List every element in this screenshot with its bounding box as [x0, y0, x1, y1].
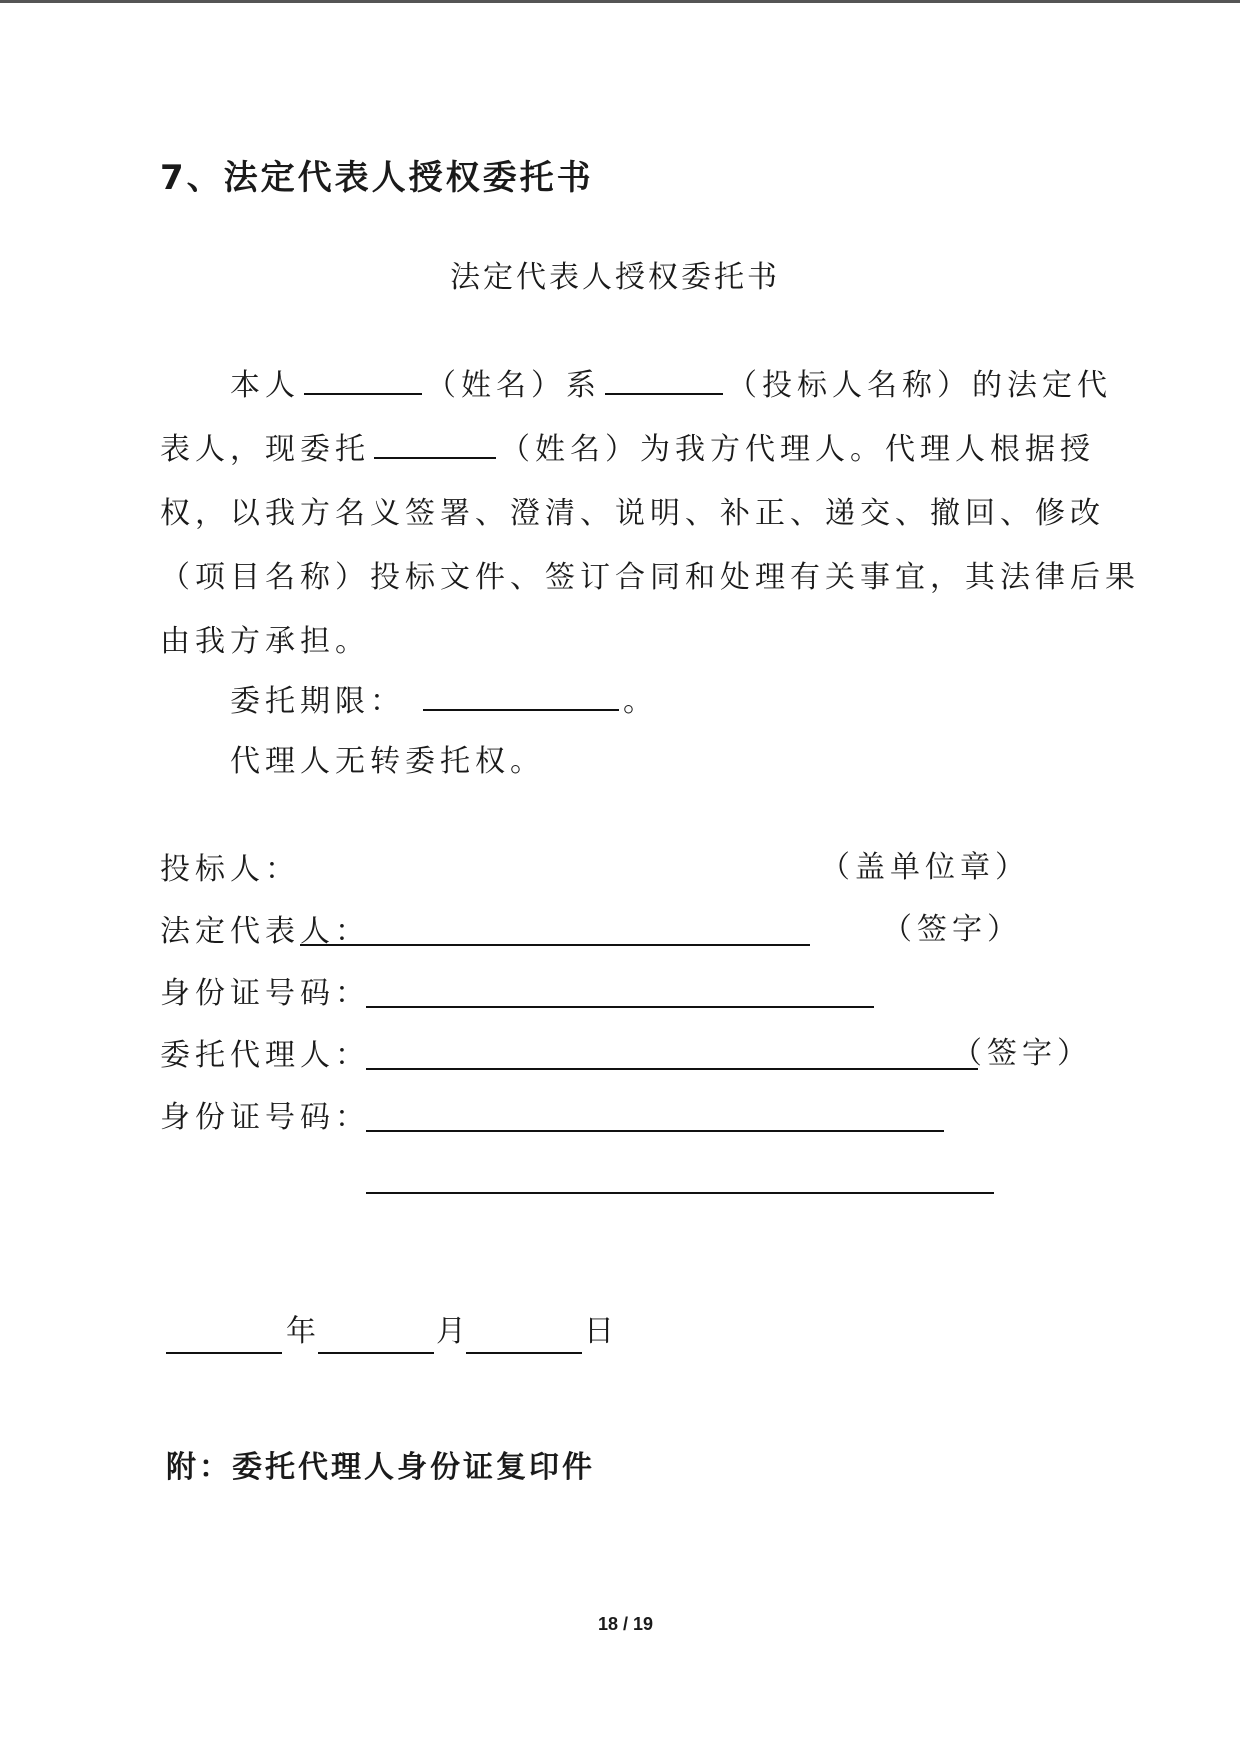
agent-sign-note: （签字）: [952, 1036, 1092, 1071]
legal-rep-sign-note: （签字）: [882, 912, 1022, 947]
agent-name-blank[interactable]: [374, 433, 496, 459]
body-line-2: [160, 418, 1095, 482]
month-blank[interactable]: [318, 1352, 434, 1354]
year-label: 年: [286, 1314, 321, 1349]
id-number-label: 身份证号码：: [160, 1100, 370, 1135]
text-segment: 表人，现委托: [160, 432, 370, 467]
top-rule: [0, 0, 1240, 3]
term-line: [230, 670, 658, 734]
bidder-label: 投标人：: [160, 852, 300, 887]
no-sublet-clause: 代理人无转委托权。: [230, 744, 545, 779]
text-segment: 本人: [230, 368, 300, 403]
legal-rep-label: 法定代表人：: [160, 914, 370, 949]
day-blank[interactable]: [466, 1352, 582, 1354]
body-line-4: （项目名称）投标文件、签订合同和处理有关事宜，其法律后果: [160, 560, 1140, 595]
body-line-5: 由我方承担。: [160, 624, 370, 659]
attachment-note: 附：委托代理人身份证复印件: [166, 1450, 595, 1485]
id-number-line[interactable]: [366, 1192, 994, 1194]
text-segment: （投标人名称）的法定代: [727, 368, 1112, 403]
text-segment: （姓名）为我方代理人。代理人根据授: [500, 432, 1095, 467]
section-heading: 7、法定代表人授权委托书: [160, 158, 594, 198]
id-number-label: 身份证号码：: [160, 976, 370, 1011]
bidder-name-blank[interactable]: [605, 369, 723, 395]
term-end: 。: [623, 684, 658, 719]
body-line-1: [230, 354, 1112, 418]
agent-signature-line[interactable]: [366, 1130, 944, 1132]
month-label: 月: [436, 1314, 471, 1349]
term-label: 委托期限：: [230, 684, 405, 719]
bidder-signature-line[interactable]: [300, 944, 810, 946]
body-line-3: 权，以我方名义签署、澄清、说明、补正、递交、撤回、修改: [160, 496, 1105, 531]
term-blank[interactable]: [423, 685, 619, 711]
name-blank[interactable]: [304, 369, 422, 395]
document-title: 法定代表人授权委托书: [450, 260, 780, 295]
page-number: 18 / 19: [598, 1614, 654, 1634]
year-blank[interactable]: [166, 1352, 282, 1354]
agent-label: 委托代理人：: [160, 1038, 370, 1073]
legal-rep-signature-line[interactable]: [366, 1006, 874, 1008]
id-number-line[interactable]: [366, 1068, 978, 1070]
text-segment: （姓名）系: [426, 368, 601, 403]
bidder-seal-note: （盖单位章）: [820, 850, 1030, 885]
day-label: 日: [584, 1314, 619, 1349]
